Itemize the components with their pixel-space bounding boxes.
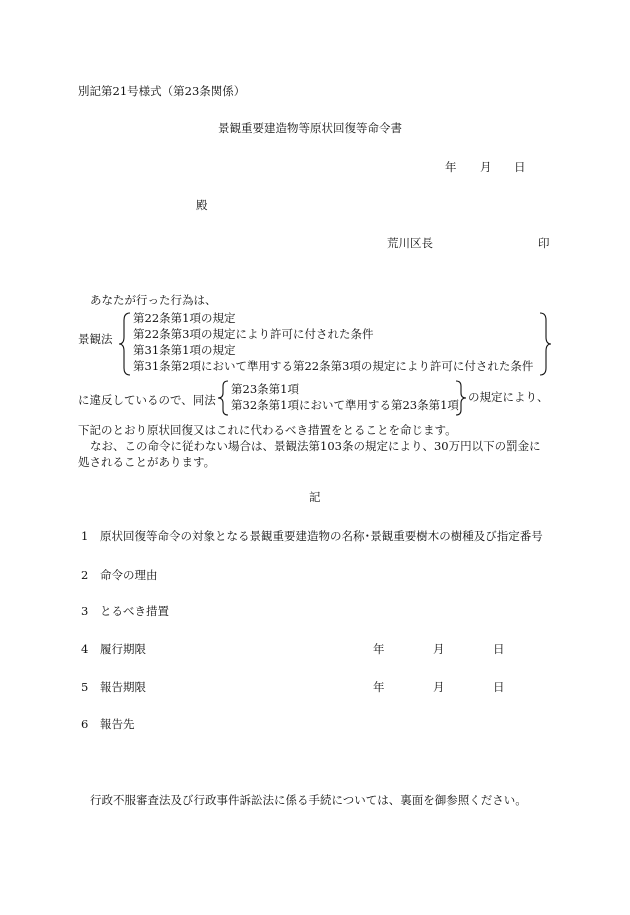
item-number: 5 xyxy=(81,680,89,694)
item-label: 原状回復等命令の対象となる景観重要建造物の名称･景観重要樹木の樹種及び指定番号 xyxy=(100,529,543,543)
item-number: 1 xyxy=(81,529,89,543)
item-number: 3 xyxy=(81,604,89,618)
provision-item: 第22条第3項の規定により許可に付された条件 xyxy=(133,327,374,341)
addressee-honorific: 殿 xyxy=(196,198,208,212)
provision-item: 第31条第1項の規定 xyxy=(133,343,236,357)
ki-heading: 記 xyxy=(309,490,321,504)
right-brace-bases xyxy=(454,380,467,416)
violation-prefix: に違反しているので、同法 xyxy=(78,393,216,407)
penalty-line: なお、この命令に従わない場合は、景観法第103条の規定により、30万円以下の罰金に xyxy=(90,439,541,453)
provision-item: 第31条第2項において準用する第22条第3項の規定により許可に付された条件 xyxy=(133,359,534,373)
violation-suffix: の規定により、 xyxy=(468,390,549,404)
left-brace-provisions xyxy=(118,312,132,376)
date-month-label: 月 xyxy=(480,160,492,174)
report-year-label: 年 xyxy=(373,680,385,694)
issuer-name: 荒川区長 xyxy=(387,236,433,250)
right-brace-provisions xyxy=(538,312,552,376)
intro-text: あなたが行った行為は、 xyxy=(90,293,217,307)
left-brace-bases xyxy=(217,380,230,416)
basis-item: 第32条第1項において準用する第23条第1項 xyxy=(231,398,459,412)
law-label: 景観法 xyxy=(78,332,113,346)
item-label: とるべき措置 xyxy=(100,604,169,618)
document-title: 景観重要建造物等原状回復等命令書 xyxy=(218,121,402,135)
deadline-year-label: 年 xyxy=(373,642,385,656)
form-label: 別記第21号様式（第23条関係） xyxy=(78,84,246,98)
item-label: 命令の理由 xyxy=(100,568,158,582)
penalty-line: 処されることがあります。 xyxy=(78,455,216,469)
order-line: 下記のとおり原状回復又はこれに代わるべき措置をとることを命じます。 xyxy=(78,423,457,437)
item-number: 2 xyxy=(81,568,89,582)
report-day-label: 日 xyxy=(493,680,505,694)
item-number: 4 xyxy=(81,642,89,656)
date-day-label: 日 xyxy=(514,160,526,174)
date-year-label: 年 xyxy=(445,160,457,174)
provision-item: 第22条第1項の規定 xyxy=(133,311,236,325)
item-label: 履行期限 xyxy=(100,642,146,656)
item-number: 6 xyxy=(81,717,89,731)
item-label: 報告期限 xyxy=(100,680,146,694)
item-label: 報告先 xyxy=(100,717,135,731)
report-month-label: 月 xyxy=(433,680,445,694)
deadline-month-label: 月 xyxy=(433,642,445,656)
seal-mark: 印 xyxy=(538,236,550,250)
deadline-day-label: 日 xyxy=(493,642,505,656)
footer-note: 行政不服審査法及び行政事件訴訟法に係る手続については、裏面を御参照ください。 xyxy=(90,793,527,807)
basis-item: 第23条第1項 xyxy=(231,382,299,396)
